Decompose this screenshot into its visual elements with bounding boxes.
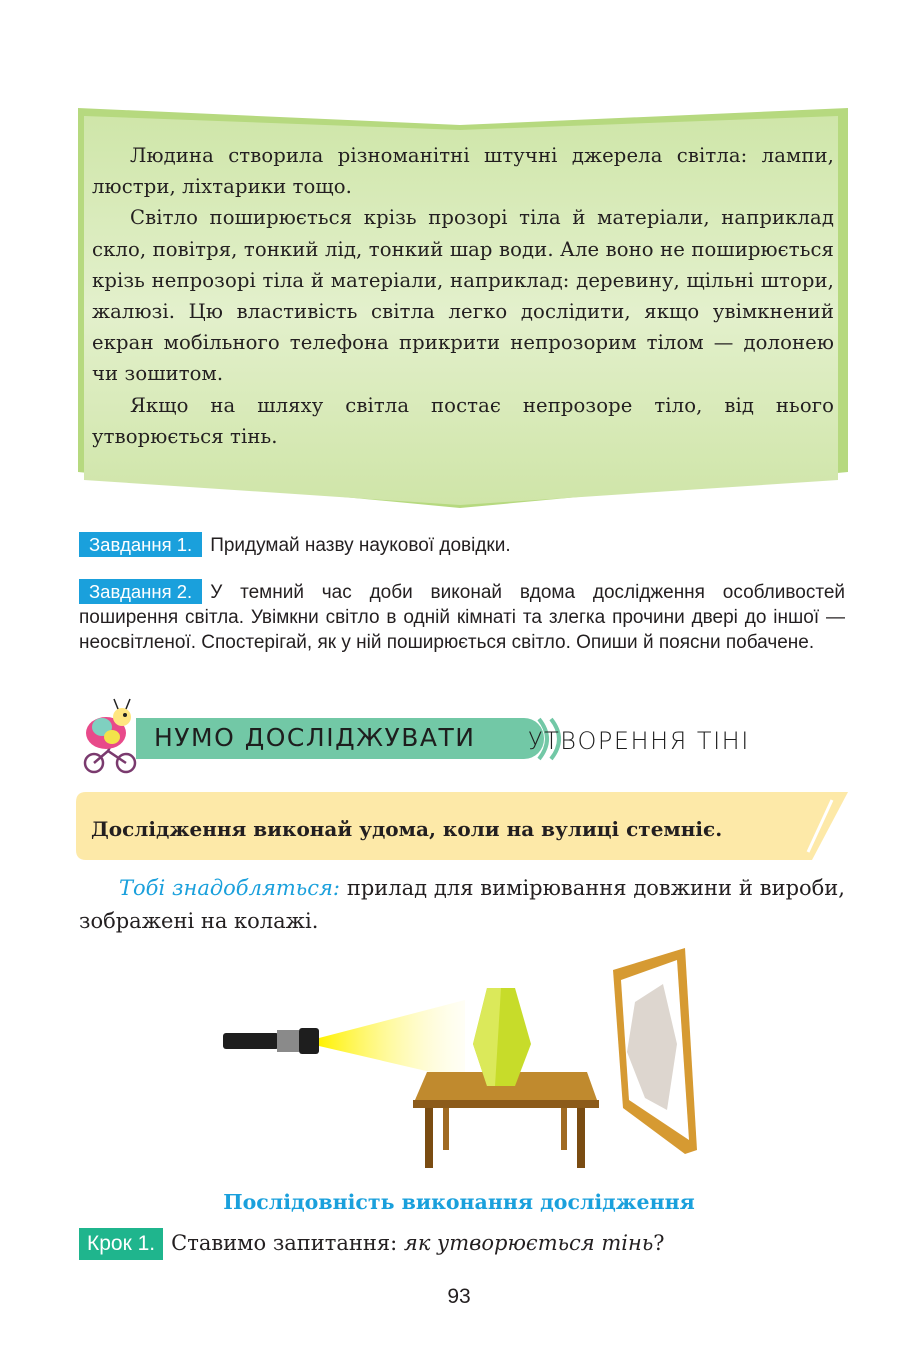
sequence-title: Послідовність виконання дослідження [223, 1190, 695, 1214]
vase-icon [473, 988, 531, 1086]
materials-lead: Тобі знадобляться: [119, 876, 340, 900]
task-badge: Завдання 1. [79, 532, 202, 557]
step-1 [79, 1227, 665, 1260]
step-text-lead: Ставимо запитання: [171, 1231, 404, 1255]
task-text: Придумай назву наукової довідки. [210, 535, 511, 556]
home-banner-text: Дослідження виконай удома, коли на вулиці стемніє. [91, 817, 723, 841]
step-question-mark: ? [653, 1231, 665, 1255]
materials-needed [79, 872, 845, 938]
task-badge: Завдання 2. [79, 579, 202, 604]
mirror-frame-icon [613, 948, 697, 1154]
step-question: як утворюється тінь [403, 1231, 654, 1255]
section-label: НУМО ДОСЛІДЖУВАТИ [154, 723, 476, 752]
reference-paragraph: Світло поширюється крізь прозорі тіла й матеріали, наприклад скло, повітря, тонкий лід, тонкий шар води. Але воно не поширюється крізь непрозорі тіла й матеріали, наприклад: деревину, щільні штори, жалюзі. Цю властивість світла легко дослідити, якщо увімкнений екран мобільного телефона прикрити непрозорим тілом — долонею чи зошитом. [92, 206, 834, 386]
table-icon [413, 1072, 599, 1168]
light-beam [319, 1000, 465, 1080]
materials-text: прилад для вимірювання довжини й вироби, зображені на колажі. [79, 876, 845, 933]
experiment-illustration [215, 940, 715, 1185]
section-title: УТВОРЕННЯ ТІНІ [528, 727, 750, 755]
flashlight-icon [223, 1028, 319, 1054]
step-text [171, 1231, 664, 1255]
step-badge: Крок 1. [79, 1228, 163, 1260]
reference-paragraph: Людина створила різноманітні штучні джерела світла: лампи, люстри, ліхтарики тощо. [92, 144, 834, 199]
reference-paragraph: Якщо на шляху світла постає непрозоре тіло, від нього утворюється тінь. [92, 393, 834, 448]
task-text: У темний час доби виконай вдома дослідження особливостей поширення світла. Увімкни світло в одній кімнаті та злегка прочини двері до іншої — неосвітленої. Спостерігай, як у ній поширюється світло. Опиши й поясни побачене. [79, 582, 845, 653]
page-number: 93 [447, 1285, 471, 1308]
